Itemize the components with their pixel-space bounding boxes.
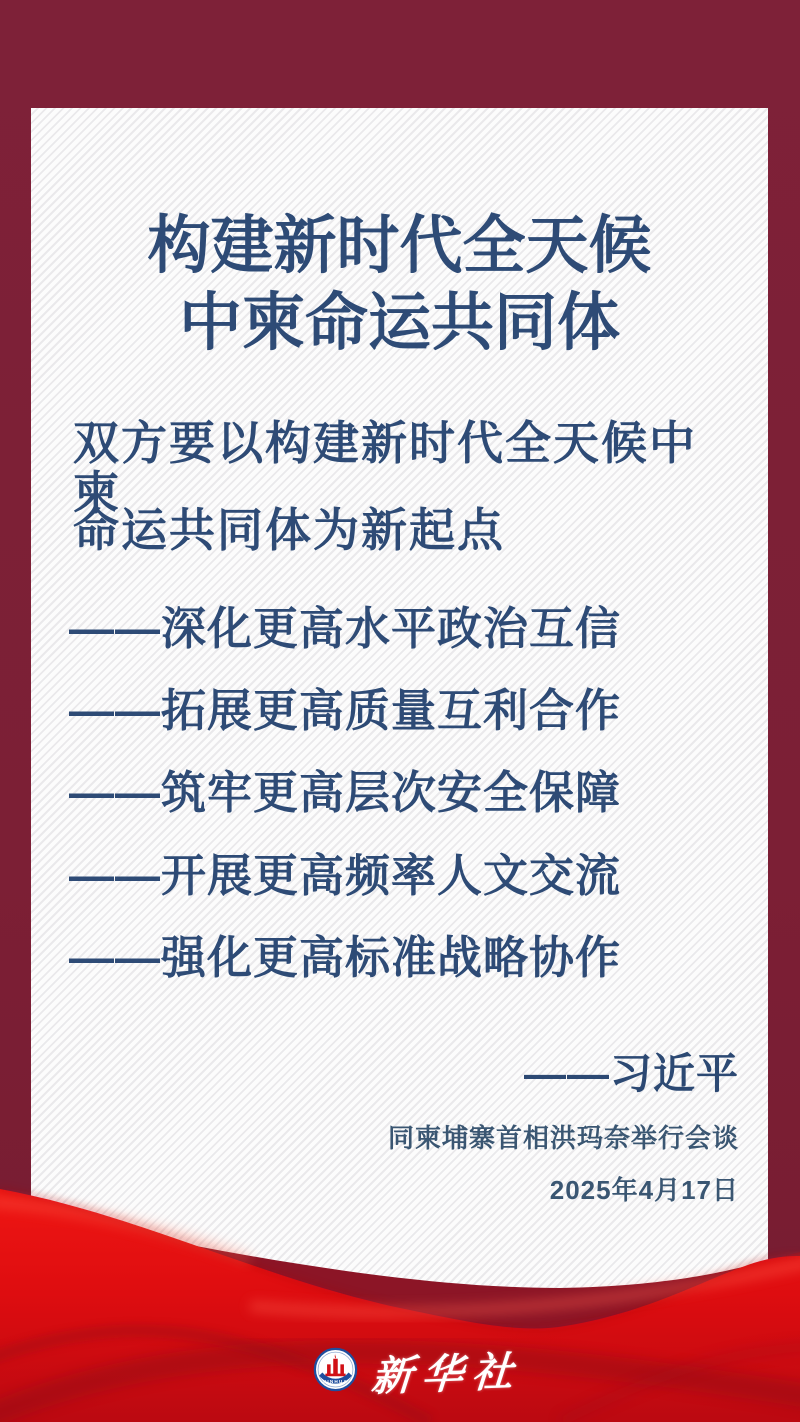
context-line: 同柬埔寨首相洪玛奈举行会谈 xyxy=(387,1123,739,1153)
date-line: 2025年4月17日 xyxy=(549,1175,739,1205)
agency-name: 新华社 xyxy=(369,1347,524,1401)
signature: ——习近平 xyxy=(523,1050,739,1097)
bullet-people-exchange: ——开展更高频率人文交流 xyxy=(69,850,622,901)
bullet-strategic-coordination: ——强化更高标准战略协作 xyxy=(69,932,622,983)
bullet-security-guarantee: ——筑牢更高层次安全保障 xyxy=(69,767,622,818)
poster-title xyxy=(31,208,768,362)
bullet-mutual-cooperation: ——拓展更高质量互利合作 xyxy=(69,685,622,736)
emblem-latin-text: XINHUA xyxy=(323,1379,348,1385)
quote-line-1: 双方要以构建新时代全天候中柬 xyxy=(73,417,697,519)
title-line-2: 中柬命运共同体 xyxy=(179,288,620,358)
title-line-1: 构建新时代全天候 xyxy=(147,211,652,281)
bullet-political-trust: ——深化更高水平政治互信 xyxy=(69,603,622,654)
xinhua-emblem-icon xyxy=(313,1347,358,1392)
quote-line-2: 命运共同体为新起点 xyxy=(73,504,505,556)
